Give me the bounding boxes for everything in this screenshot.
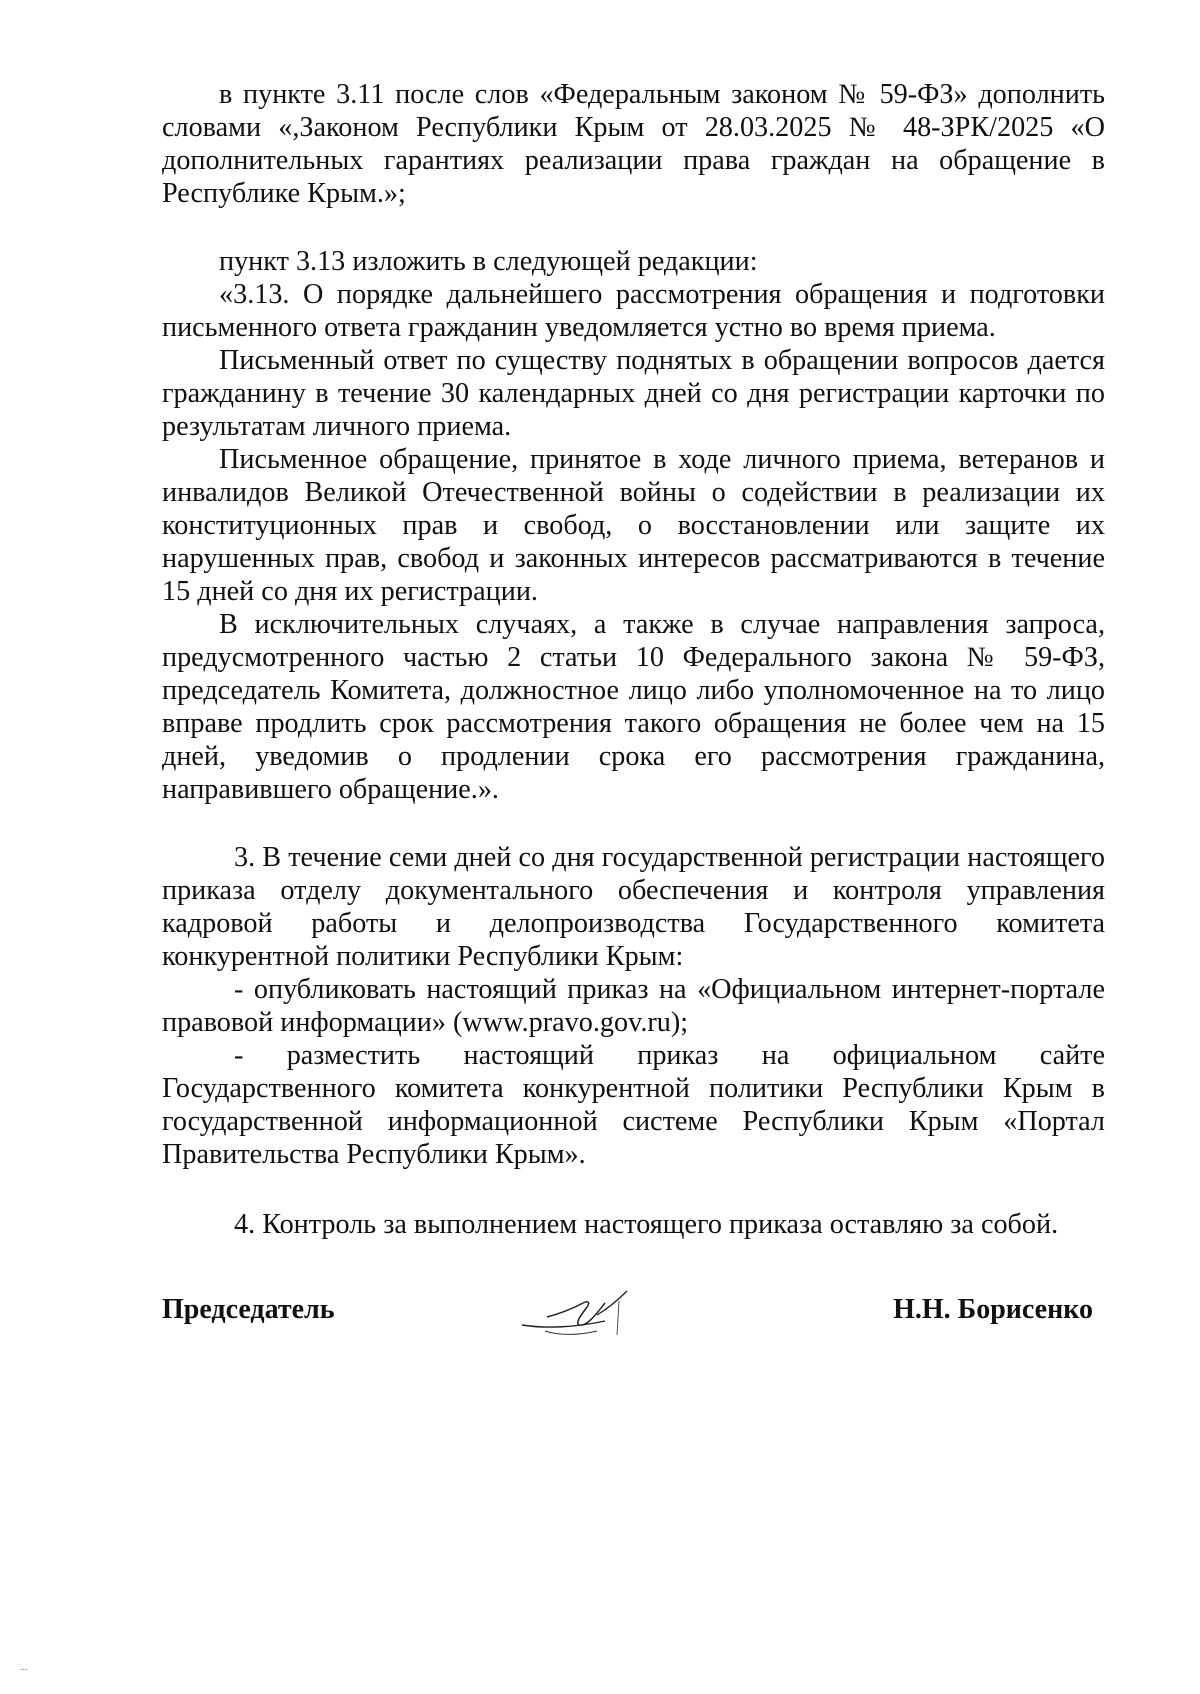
handwritten-signature xyxy=(517,1283,657,1345)
paragraph-place-on-site: - разместить настоящий приказ на официальном сайте Государственного комитета конкурентной политики Республики Крым в государственной информационной системе Республики Крым «Портал Правительства Республики Крым». xyxy=(162,1040,1105,1170)
paragraph-amendment-3-11: в пункте 3.11 после слов «Федеральным законом № 59-ФЗ» дополнить словами «,Законом Республики Крым от 28.03.2025 № 48-ЗРК/2025 «О дополнительных гарантиях реализации права граждан на обращение в Республике Крым.»; xyxy=(162,79,1105,209)
paragraph-item-3: 3. В течение семи дней со дня государственной регистрации настоящего приказа отделу документального обеспечения и контроля управления кадровой работы и делопроизводства Государственного комитета конкурентной политики Республики Крым: xyxy=(162,842,1105,972)
signatory-title: Председатель xyxy=(162,1294,335,1325)
scan-artifact: ... xyxy=(20,1662,28,1673)
signature-block xyxy=(162,1283,1105,1343)
paragraph-veterans: Письменное обращение, принятое в ходе личного приема, ветеранов и инвалидов Великой Отечественной войны о содействии в реализации их конституционных прав и свобод, о восстановлении или защите их нарушенных прав, свобод и законных интересов рассматриваются в течение 15 дней со дня их регистрации. xyxy=(162,444,1105,607)
paragraph-exceptional-cases: В исключительных случаях, а также в случае направления запроса, предусмотренного частью 2 статьи 10 Федерального закона № 59-ФЗ, председатель Комитета, должностное лицо либо уполномоченное на то лицо вправе продлить срок рассмотрения такого обращения не более чем на 15 дней, уведомив о продлении срока его рассмотрения гражданина, направившего обращение.». xyxy=(162,609,1105,805)
paragraph-amendment-3-13-intro: пункт 3.13 изложить в следующей редакции: xyxy=(219,246,758,277)
paragraph-written-answer: Письменный ответ по существу поднятых в обращении вопросов дается гражданину в течение 30 календарных дней со дня регистрации карточки по результатам личного приема. xyxy=(162,345,1105,442)
paragraph-publish: - опубликовать настоящий приказ на «Официальном интернет-портале правовой информации» (www.pravo.gov.ru); xyxy=(162,974,1105,1038)
signatory-name: Н.Н. Борисенко xyxy=(893,1294,1093,1325)
document-body xyxy=(162,78,1105,1241)
paragraph-3-13-text: «3.13. О порядке дальнейшего рассмотрения обращения и подготовки письменного ответа гражданин уведомляется устно во время приема. xyxy=(162,279,1105,343)
paragraph-item-4: 4. Контроль за выполнением настоящего приказа оставляю за собой. xyxy=(234,1209,1059,1240)
